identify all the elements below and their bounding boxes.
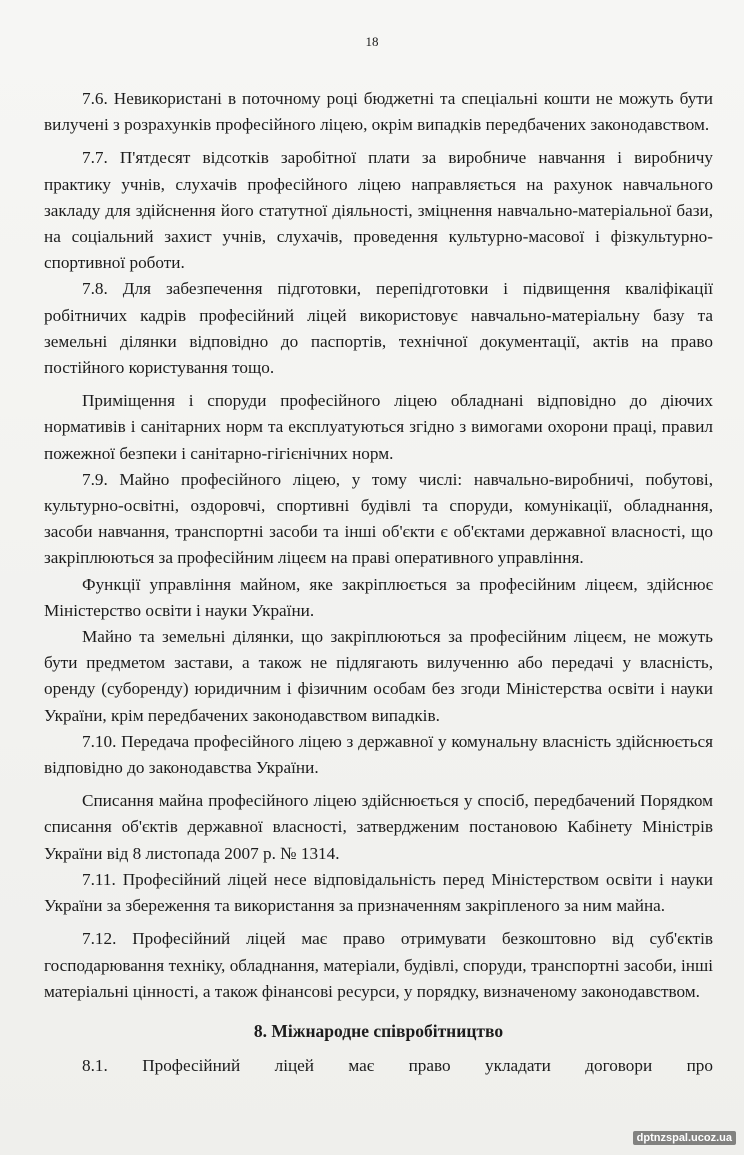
page-number: 18 (365, 34, 379, 49)
paragraph-7-6: 7.6. Невикористані в поточному році бюджетні та спеціальні кошти не можуть бути вилучені з розрахунків професійного ліцею, окрім випадків передбачених законодавством. (44, 89, 713, 135)
paragraph-property: Майно та земельні ділянки, що закріплюються за професійним ліцеєм, не можуть бути предметом застави, а також не підлягають вилученню або передачі у власність, оренду (суборенду) юридичним і фізичним особам без згоди Міністерства освіти і науки України, крім передбачених законодавством випадків. (44, 627, 713, 725)
paragraph-premises: Приміщення і споруди професійного ліцею обладнані відповідно до діючих нормативів і санітарних норм та експлуатуються згідно з вимогами охорони праці, правил пожежної безпеки і санітарно-гігієнічних норм. (44, 391, 713, 463)
paragraph-7-7: 7.7. П'ятдесят відсотків заробітної плати за виробниче навчання і виробничу практику учнів, слухачів професійного ліцею направляється на рахунок навчального закладу для здійснення його статутної діяльності, зміцнення навчально-матеріальної бази, на соціальний захист учнів, слухачів, проведення культурно-масової і фізкультурно-спортивної роботи. (44, 148, 713, 273)
site-watermark: dptnzspal.ucoz.ua (633, 1131, 736, 1145)
paragraph-7-12: 7.12. Професійний ліцей має право отримувати безкоштовно від суб'єктів господарювання техніку, обладнання, матеріали, будівлі, споруди, транспортні засоби, інші матеріальні цінності, а також фінансові ресурси, у порядку, визначеному законодавством. (44, 929, 713, 1001)
paragraph-management: Функції управління майном, яке закріплюється за професійним ліцеєм, здійснює Міністерство освіти і науки України. (44, 574, 713, 620)
paragraph-7-9: 7.9. Майно професійного ліцею, у тому числі: навчально-виробничі, побутові, культурно-освітні, оздоровчі, спортивні будівлі та споруди, комунікації, обладнання, засоби навчання, транспортні засоби та інші об'єкти є об'єктами державної власності, що закріплюються за професійним ліцеєм на праві оперативного управління. (44, 469, 713, 568)
document-body (44, 86, 713, 1079)
paragraph-7-11: 7.11. Професійний ліцей несе відповідальність перед Міністерством освіти і науки України за збереження та використання за призначенням закріпленого за ним майна. (44, 869, 713, 916)
section-heading: 8. Міжнародне співробітництво (253, 1020, 504, 1041)
paragraph-write-off: Списання майна професійного ліцею здійснюється у спосіб, передбачений Порядком списання об'єктів державної власності, затвердженим постановою Кабінету Міністрів України від 8 листопада 2007 р. № 1314. (44, 791, 713, 863)
paragraph-8-1: 8.1. Професійний ліцей має право укладати договори про (82, 1055, 713, 1075)
paragraph-7-10: 7.10. Передача професійного ліцею з державної у комунальну власність здійснюється відповідно до законодавства України. (44, 731, 713, 778)
paragraph-7-8: 7.8. Для забезпечення підготовки, перепідготовки і підвищення кваліфікації робітничих кадрів професійний ліцей використовує навчально-матеріальну базу та земельні ділянки відповідно до паспортів, технічної документації, актів на право постійного користування тощо. (44, 279, 713, 378)
